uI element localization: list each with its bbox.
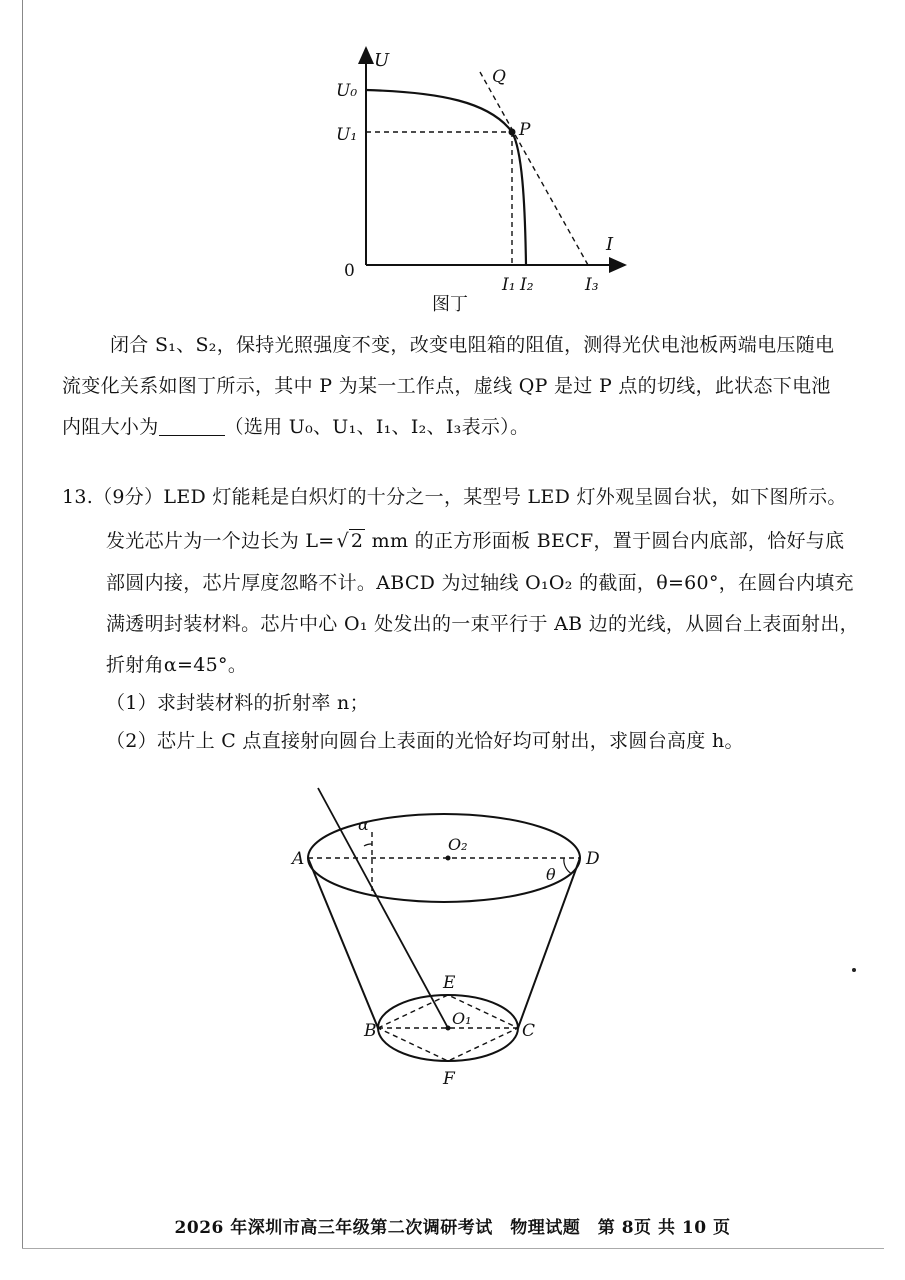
q13-line-2 — [106, 526, 844, 553]
o1-point — [446, 1026, 451, 1031]
q13-line-2-suffix: mm 的正方形面板 BECF，置于圆台内底部，恰好与底 — [365, 530, 845, 552]
alpha-arc — [364, 844, 372, 846]
label-theta: θ — [546, 865, 556, 884]
tangent-qp-line — [480, 72, 588, 265]
label-b: B — [364, 1021, 377, 1041]
label-o2: O₂ — [448, 835, 468, 854]
u0-label: U₀ — [336, 81, 358, 101]
sqrt-radicand: 2 — [350, 530, 364, 552]
label-d: D — [586, 849, 600, 869]
q-label: Q — [492, 67, 506, 87]
answer-blank[interactable] — [159, 416, 225, 436]
label-e: E — [443, 973, 456, 993]
q12-line-2: 流变化关系如图丁所示，其中 P 为某一工作点，虚线 QP 是过 P 点的切线，此状态下电池 — [62, 375, 831, 397]
graph-caption: 图丁 — [432, 294, 468, 315]
q13-subquestion-1: （1）求封装材料的折射率 n； — [106, 692, 369, 714]
frustum-figure — [280, 780, 620, 1100]
generator-ab — [308, 858, 378, 1028]
q12-line-1: 闭合 S₁、S₂，保持光照强度不变，改变电阻箱的阻值，测得光伏电池板两端电压随电 — [110, 334, 835, 356]
i-axis-label: I — [606, 234, 614, 255]
p-label: P — [519, 120, 531, 140]
theta-arc — [564, 858, 572, 874]
label-f: F — [443, 1069, 455, 1089]
i2-label: I₂ — [520, 275, 534, 295]
q13-line-2-prefix: 发光芯片为一个边长为 L= — [106, 530, 335, 552]
q13-line-4: 满透明封装材料。芯片中心 O₁ 处发出的一束平行于 AB 边的光线，从圆台上表面射出， — [106, 613, 859, 635]
light-ray — [318, 788, 448, 1028]
label-a: A — [292, 849, 305, 869]
q13-subquestion-2: （2）芯片上 C 点直接射向圆台上表面的光恰好均可射出，求圆台高度 h。 — [106, 730, 744, 752]
o2-point — [446, 856, 451, 861]
q12-line-3 — [62, 412, 529, 439]
point-p — [509, 129, 516, 136]
page-footer: 2026 年深圳市高三年级第二次调研考试 物理试题 第 8页 共 10 页 — [174, 1218, 731, 1238]
stray-dot — [852, 968, 856, 972]
q13-line-5: 折射角α=45°。 — [106, 654, 248, 676]
q13-line-1: 13.（9分）LED 灯能耗是白炽灯的十分之一，某型号 LED 灯外观呈圆台状，如下图所示。 — [62, 486, 847, 508]
iv-graph — [320, 40, 650, 325]
origin-label: 0 — [344, 261, 355, 281]
i3-label: I₃ — [585, 275, 599, 295]
label-c: C — [522, 1021, 536, 1041]
q12-line-3-suffix: （选用 U₀、U₁、I₁、I₂、I₃表示）。 — [224, 416, 530, 438]
u1-label: U₁ — [336, 125, 358, 145]
u-axis-label: U — [374, 50, 390, 71]
i1-label: I₁ — [502, 275, 516, 295]
label-o1: O₁ — [452, 1009, 472, 1028]
page-left-border — [22, 0, 23, 1248]
page-bottom-border — [22, 1248, 884, 1249]
q13-line-3: 部圆内接，芯片厚度忽略不计。ABCD 为过轴线 O₁O₂ 的截面，θ=60°，在圆台内填充 — [106, 572, 854, 594]
q12-line-3-prefix: 内阻大小为 — [62, 416, 159, 438]
label-alpha: α — [358, 815, 369, 834]
sqrt-expression: √ 2 — [336, 530, 364, 552]
iv-curve — [366, 90, 526, 265]
